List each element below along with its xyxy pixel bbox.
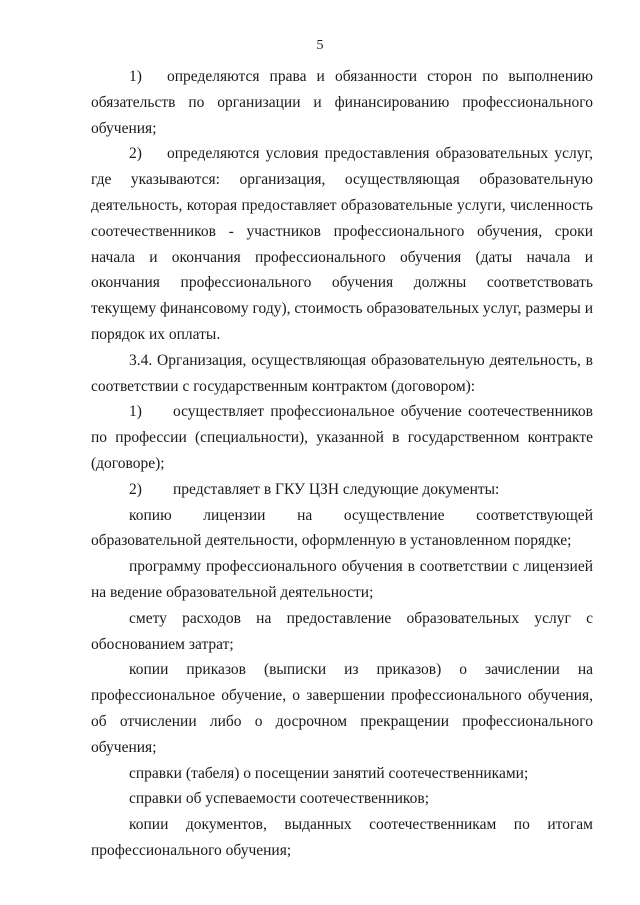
item-text: справки об успеваемости соотечественников; xyxy=(129,790,430,808)
item-text: копию лицензии на осуществление соответствующей образовательной деятельности, оформленную в установленном порядке; xyxy=(91,506,593,550)
item-text: представляет в ГКУ ЦЗН следующие документы: xyxy=(173,480,500,498)
item-number: 2) xyxy=(129,145,142,163)
document-orders-copies xyxy=(91,657,593,760)
document-issued-copies xyxy=(91,812,593,864)
list-item-1-rights xyxy=(91,64,593,141)
document-body xyxy=(91,64,593,864)
list-item-2-conditions xyxy=(91,141,593,347)
document-license-copy xyxy=(91,503,593,555)
item-text: осуществляет профессиональное обучение соотечественников по профессии (специальности), указанной в государственном контракте (договоре); xyxy=(91,403,593,472)
item-number: 2) xyxy=(129,480,142,498)
list-item-2-documents xyxy=(91,477,593,503)
clause-text: 3.4. Организация, осуществляющая образовательную деятельность, в соответствии с государственным контрактом (договором): xyxy=(91,351,593,395)
item-text: определяются права и обязанности сторон по выполнению обязательств по организации и финансированию профессионального обучения; xyxy=(91,68,593,137)
item-text: программу профессионального обучения в соответствии с лицензией на ведение образовательной деятельности; xyxy=(91,558,593,601)
item-text: определяются условия предоставления образовательных услуг, где указываются: организация, осуществляющая образовательную деятельность, которая предоставляет образовательные услуги, численность соотечественников - участников профессионального обучения, сроки начала и окончания профессионального обучения (даты начала и окончания профессионального обучения должны соответствовать текущему финансовому году), стоимость образовательных услуг, размеры и порядок их оплаты. xyxy=(91,145,593,343)
clause-3-4 xyxy=(91,348,593,400)
item-text: копии документов, выданных соотечественникам по итогам профессионального обучения; xyxy=(91,816,593,859)
item-number: 1) xyxy=(129,68,142,85)
document-attendance-certificates xyxy=(91,761,593,787)
item-text: копии приказов (выписки из приказов) о зачислении на профессиональное обучение, о завершении профессионального обучения, об отчислении либо о досрочном прекращении профессионального обучения; xyxy=(91,661,593,756)
item-text: справки (табеля) о посещении занятий соотечественниками; xyxy=(129,764,529,782)
document-training-program xyxy=(91,554,593,606)
page-number: 5 xyxy=(316,38,324,53)
item-text: смету расходов на предоставление образовательных услуг с обоснованием затрат; xyxy=(91,609,593,653)
document-cost-estimate xyxy=(91,606,593,658)
document-progress-certificates xyxy=(91,786,593,812)
item-number: 1) xyxy=(129,403,142,421)
list-item-1-training xyxy=(91,399,593,476)
